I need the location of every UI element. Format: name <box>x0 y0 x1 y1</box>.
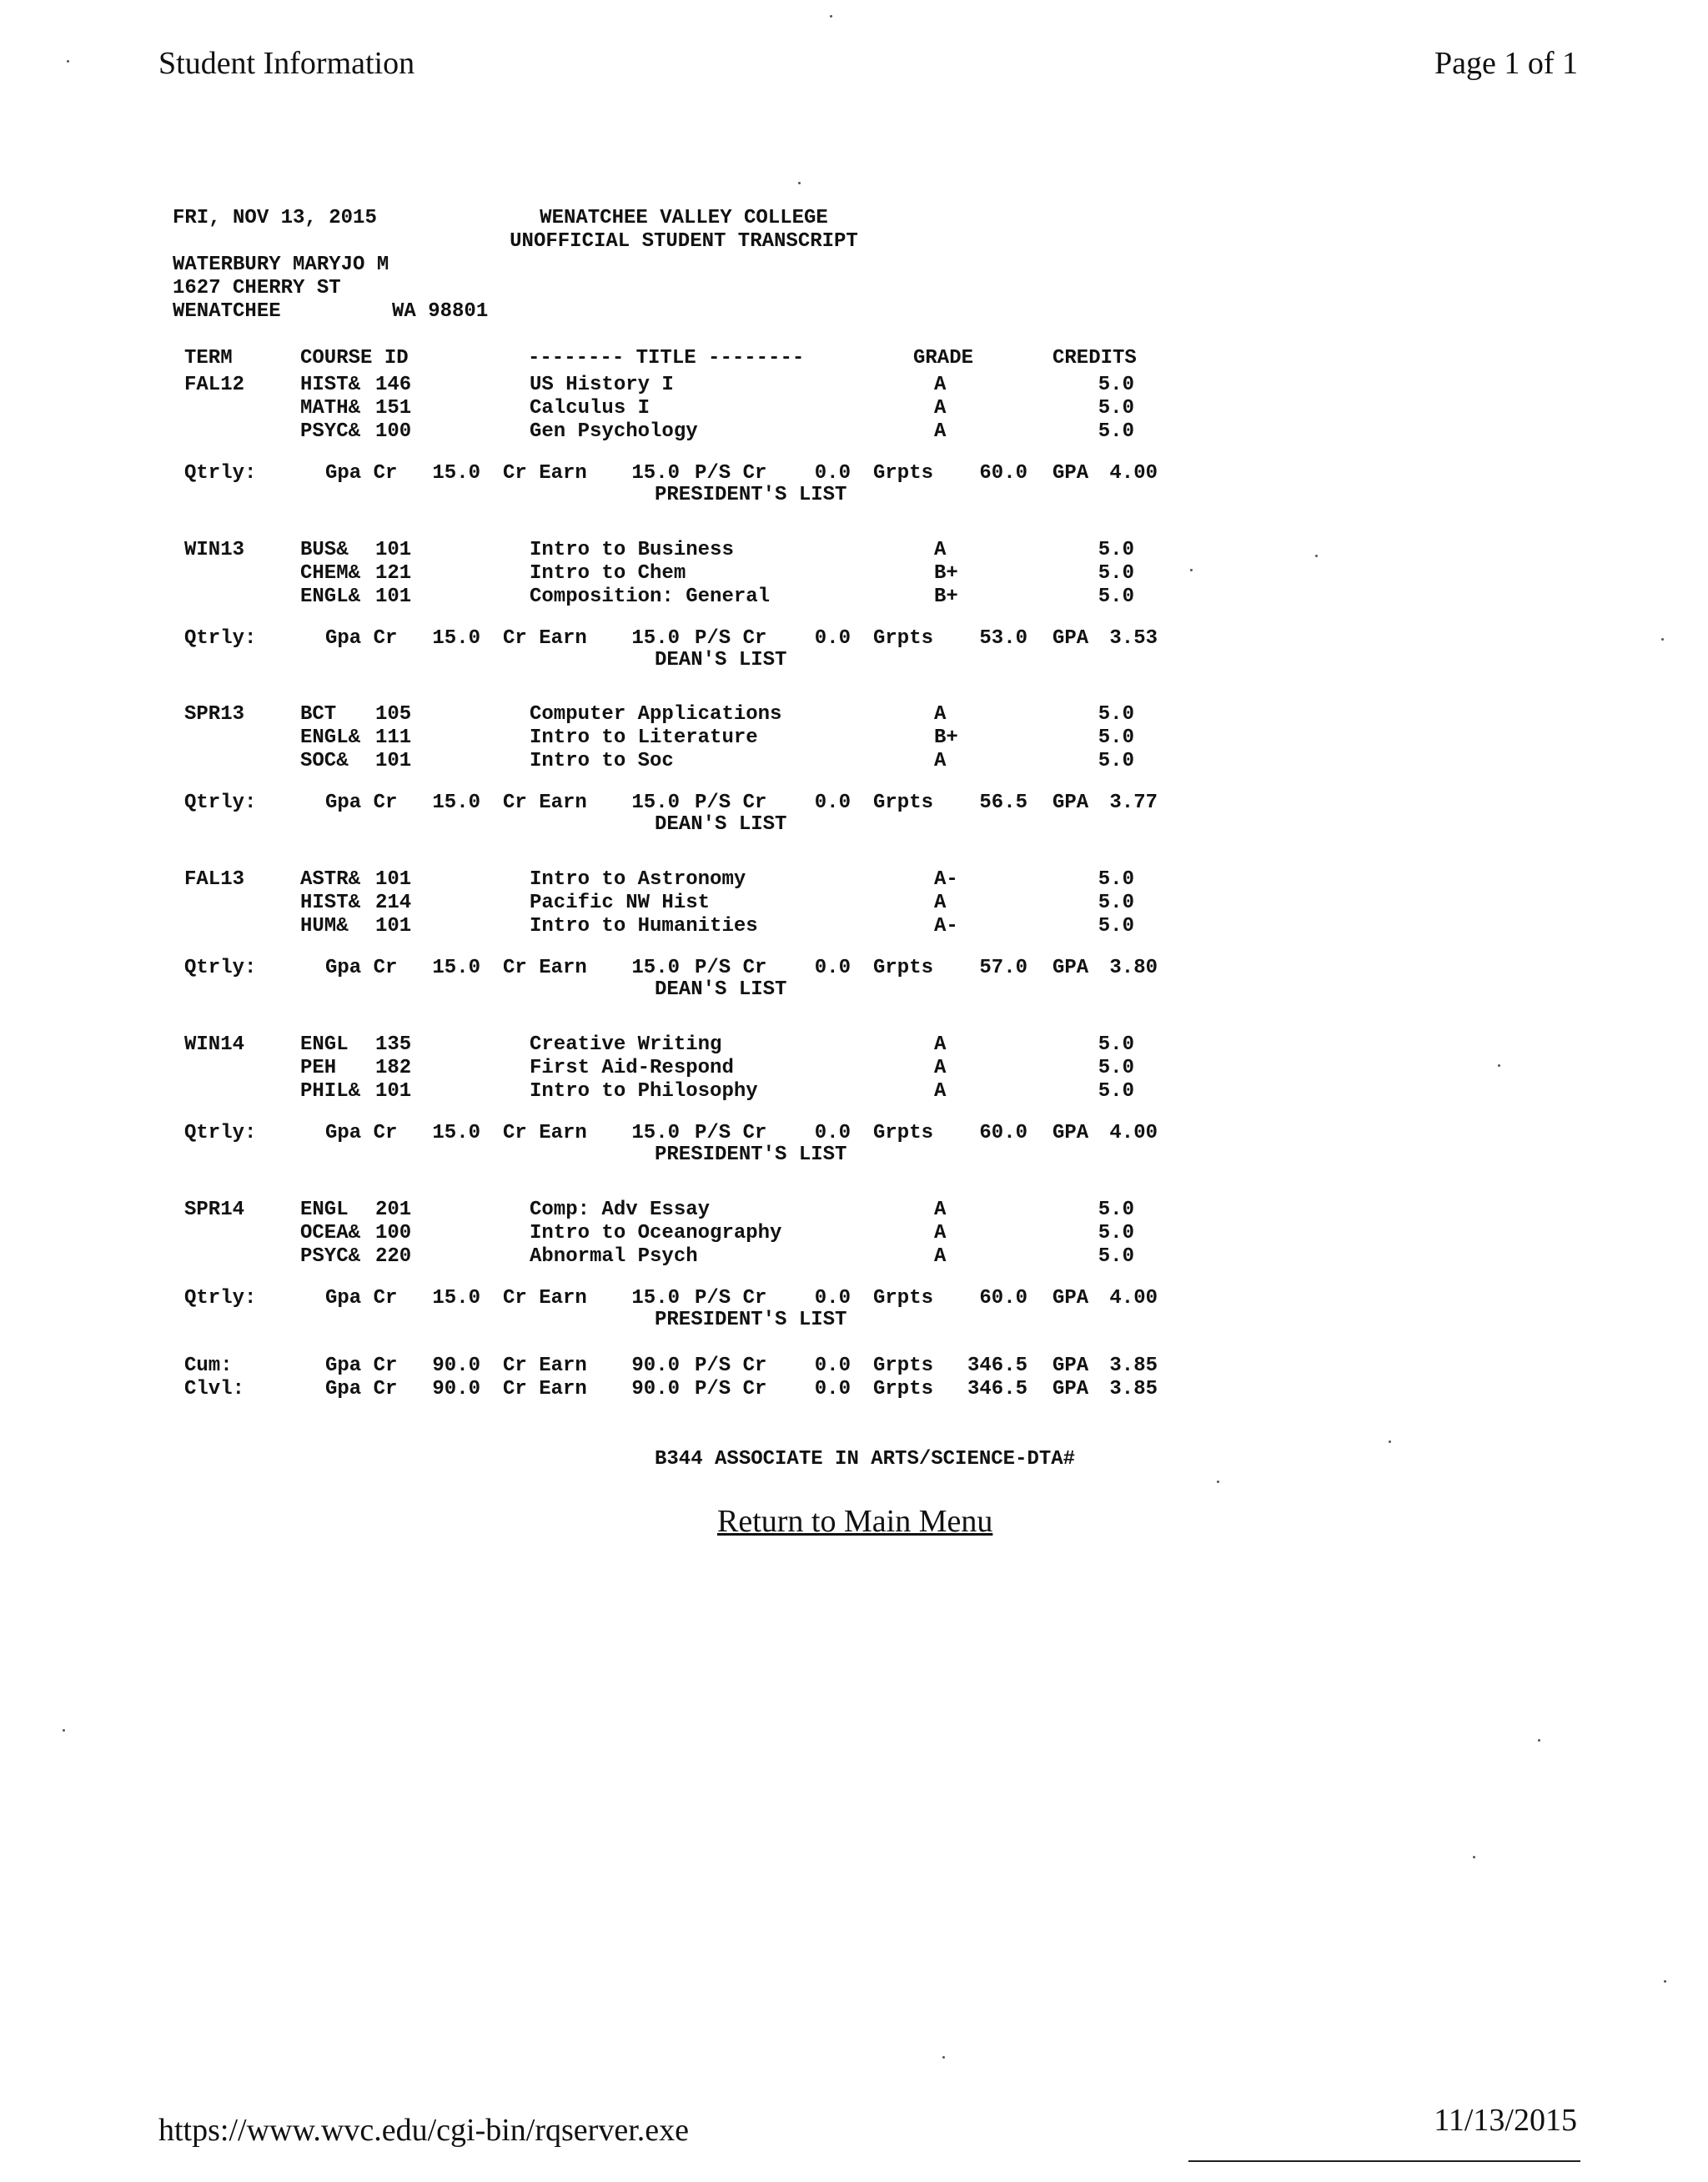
qtrly-gpa-cr: 15.0 <box>432 792 480 814</box>
course-dept: PHIL& <box>300 1080 361 1103</box>
scan-speck <box>798 182 801 184</box>
course-title: Intro to Literature <box>530 726 758 749</box>
totals-gpa: 3.85 <box>1109 1378 1158 1400</box>
grpts-label: Grpts <box>873 1355 934 1377</box>
course-number: 105 <box>375 703 412 726</box>
term-code: SPR14 <box>184 1199 245 1221</box>
gpa-label: GPA <box>1052 1287 1089 1310</box>
cr-earn-label: Cr Earn <box>503 462 587 485</box>
footer-date: 11/13/2015 <box>1434 2103 1577 2138</box>
qtrly-grpts: 56.5 <box>979 792 1027 814</box>
honor-designation: DEAN'S LIST <box>655 978 787 1001</box>
course-grade: B+ <box>934 586 958 608</box>
course-credits: 5.0 <box>1098 868 1134 891</box>
course-title: Intro to Soc <box>530 750 674 772</box>
scan-speck <box>1217 1481 1219 1483</box>
gpa-cr-label: Gpa Cr <box>325 462 398 485</box>
course-dept: PSYC& <box>300 420 361 443</box>
degree-program: B344 ASSOCIATE IN ARTS/SCIENCE-DTA# <box>655 1448 1076 1471</box>
course-grade: A- <box>934 868 958 891</box>
cr-earn-label: Cr Earn <box>503 1287 587 1310</box>
course-grade: A <box>934 1245 947 1268</box>
course-credits: 5.0 <box>1098 750 1134 772</box>
honor-designation: DEAN'S LIST <box>655 649 787 671</box>
student-address: 1627 CHERRY ST <box>173 277 341 299</box>
cr-earn-label: Cr Earn <box>503 957 587 979</box>
qtrly-cr-earn: 15.0 <box>631 792 680 814</box>
footer-url: https://www.wvc.edu/cgi-bin/rqserver.exe <box>158 2113 689 2148</box>
gpa-cr-label: Gpa Cr <box>325 1378 398 1400</box>
student-state-zip: WA 98801 <box>392 300 489 323</box>
qtrly-gpa-cr: 15.0 <box>432 462 480 485</box>
grpts-label: Grpts <box>873 792 934 814</box>
course-credits: 5.0 <box>1098 586 1134 608</box>
course-credits: 5.0 <box>1098 726 1134 749</box>
gpa-label: GPA <box>1052 1122 1089 1144</box>
qtrly-gpa-cr: 15.0 <box>432 1122 480 1144</box>
course-grade: A <box>934 397 947 420</box>
honor-designation: PRESIDENT'S LIST <box>655 1144 847 1166</box>
cr-earn-label: Cr Earn <box>503 1355 587 1377</box>
course-dept: SOC& <box>300 750 349 772</box>
course-grade: A <box>934 892 947 914</box>
gpa-cr-label: Gpa Cr <box>325 1287 398 1310</box>
totals-gpa-cr: 90.0 <box>432 1378 480 1400</box>
qtrly-cr-earn: 15.0 <box>631 957 680 979</box>
course-credits: 5.0 <box>1098 562 1134 585</box>
course-title: US History I <box>530 374 674 396</box>
course-credits: 5.0 <box>1098 915 1134 938</box>
course-number: 101 <box>375 868 412 891</box>
course-dept: ENGL <box>300 1033 349 1056</box>
course-credits: 5.0 <box>1098 1080 1134 1103</box>
course-number: 111 <box>375 726 412 749</box>
course-credits: 5.0 <box>1098 420 1134 443</box>
course-dept: CHEM& <box>300 562 361 585</box>
page-header-title: Student Information <box>158 46 415 81</box>
grpts-label: Grpts <box>873 1378 934 1400</box>
totals-cr-earn: 90.0 <box>631 1378 680 1400</box>
course-dept: BUS& <box>300 539 349 561</box>
course-dept: HUM& <box>300 915 349 938</box>
totals-grpts: 346.5 <box>967 1355 1027 1377</box>
course-number: 101 <box>375 539 412 561</box>
scan-speck <box>1664 1980 1666 1983</box>
course-grade: A <box>934 1057 947 1079</box>
qtrly-label: Qtrly: <box>184 1287 257 1310</box>
cr-earn-label: Cr Earn <box>503 627 587 650</box>
totals-cr-earn: 90.0 <box>631 1355 680 1377</box>
course-credits: 5.0 <box>1098 539 1134 561</box>
honor-designation: DEAN'S LIST <box>655 813 787 836</box>
qtrly-label: Qtrly: <box>184 627 257 650</box>
course-number: 100 <box>375 420 412 443</box>
course-number: 101 <box>375 586 412 608</box>
course-title: First Aid-Respond <box>530 1057 734 1079</box>
course-number: 101 <box>375 1080 412 1103</box>
qtrly-gpa: 3.80 <box>1109 957 1158 979</box>
scan-speck <box>1190 569 1193 571</box>
course-credits: 5.0 <box>1098 1245 1134 1268</box>
course-grade: A <box>934 1033 947 1056</box>
course-dept: MATH& <box>300 397 361 420</box>
course-grade: A <box>934 420 947 443</box>
course-number: 220 <box>375 1245 412 1268</box>
course-dept: ENGL <box>300 1199 349 1221</box>
gpa-cr-label: Gpa Cr <box>325 1122 398 1144</box>
qtrly-label: Qtrly: <box>184 957 257 979</box>
column-header-title: -------- TITLE -------- <box>528 347 805 370</box>
course-grade: A <box>934 750 947 772</box>
grpts-label: Grpts <box>873 1287 934 1310</box>
course-grade: A <box>934 374 947 396</box>
qtrly-cr-earn: 15.0 <box>631 1122 680 1144</box>
qtrly-ps-cr: 0.0 <box>814 1122 851 1144</box>
scan-speck <box>1389 1440 1391 1443</box>
course-number: 101 <box>375 915 412 938</box>
qtrly-cr-earn: 15.0 <box>631 462 680 485</box>
qtrly-ps-cr: 0.0 <box>814 957 851 979</box>
course-credits: 5.0 <box>1098 1033 1134 1056</box>
gpa-cr-label: Gpa Cr <box>325 957 398 979</box>
course-grade: B+ <box>934 562 958 585</box>
gpa-cr-label: Gpa Cr <box>325 627 398 650</box>
gpa-label: GPA <box>1052 462 1089 485</box>
college-name: WENATCHEE VALLEY COLLEGE <box>540 207 828 229</box>
totals-gpa-cr: 90.0 <box>432 1355 480 1377</box>
qtrly-grpts: 60.0 <box>979 462 1027 485</box>
course-number: 201 <box>375 1199 412 1221</box>
grpts-label: Grpts <box>873 462 934 485</box>
course-title: Comp: Adv Essay <box>530 1199 711 1221</box>
column-header-term: TERM <box>184 347 233 370</box>
qtrly-cr-earn: 15.0 <box>631 627 680 650</box>
qtrly-ps-cr: 0.0 <box>814 627 851 650</box>
course-number: 151 <box>375 397 412 420</box>
term-code: WIN13 <box>184 539 245 561</box>
course-title: Intro to Humanities <box>530 915 758 938</box>
ps-cr-label: P/S Cr <box>695 1287 767 1310</box>
course-dept: PEH <box>300 1057 337 1079</box>
course-dept: ENGL& <box>300 586 361 608</box>
course-grade: A <box>934 1222 947 1244</box>
term-code: SPR13 <box>184 703 245 726</box>
course-credits: 5.0 <box>1098 1199 1134 1221</box>
totals-ps-cr: 0.0 <box>814 1355 851 1377</box>
totals-label: Clvl: <box>184 1378 245 1400</box>
course-credits: 5.0 <box>1098 703 1134 726</box>
scan-speck <box>942 2056 945 2059</box>
course-grade: A <box>934 703 947 726</box>
course-title: Abnormal Psych <box>530 1245 698 1268</box>
course-number: 135 <box>375 1033 412 1056</box>
qtrly-grpts: 60.0 <box>979 1287 1027 1310</box>
course-dept: HIST& <box>300 892 361 914</box>
course-title: Creative Writing <box>530 1033 722 1056</box>
qtrly-ps-cr: 0.0 <box>814 1287 851 1310</box>
course-number: 101 <box>375 750 412 772</box>
gpa-label: GPA <box>1052 957 1089 979</box>
qtrly-grpts: 53.0 <box>979 627 1027 650</box>
grpts-label: Grpts <box>873 957 934 979</box>
gpa-label: GPA <box>1052 627 1089 650</box>
totals-label: Cum: <box>184 1355 233 1377</box>
course-grade: A <box>934 1080 947 1103</box>
course-dept: OCEA& <box>300 1222 361 1244</box>
gpa-label: GPA <box>1052 1378 1089 1400</box>
course-number: 182 <box>375 1057 412 1079</box>
qtrly-label: Qtrly: <box>184 462 257 485</box>
course-credits: 5.0 <box>1098 374 1134 396</box>
term-code: FAL13 <box>184 868 245 891</box>
footer-rule <box>1188 2160 1580 2162</box>
qtrly-gpa: 4.00 <box>1109 462 1158 485</box>
cr-earn-label: Cr Earn <box>503 1378 587 1400</box>
qtrly-gpa-cr: 15.0 <box>432 957 480 979</box>
document-title: UNOFFICIAL STUDENT TRANSCRIPT <box>510 230 858 253</box>
course-title: Intro to Business <box>530 539 734 561</box>
course-grade: B+ <box>934 726 958 749</box>
column-header-credits: CREDITS <box>1052 347 1137 370</box>
cr-earn-label: Cr Earn <box>503 792 587 814</box>
student-name: WATERBURY MARYJO M <box>173 254 389 276</box>
course-title: Intro to Oceanography <box>530 1222 782 1244</box>
qtrly-gpa-cr: 15.0 <box>432 627 480 650</box>
course-dept: PSYC& <box>300 1245 361 1268</box>
scan-speck <box>1473 1856 1475 1858</box>
course-title: Intro to Astronomy <box>530 868 746 891</box>
course-dept: HIST& <box>300 374 361 396</box>
ps-cr-label: P/S Cr <box>695 1122 767 1144</box>
qtrly-label: Qtrly: <box>184 1122 257 1144</box>
student-city: WENATCHEE <box>173 300 281 323</box>
course-credits: 5.0 <box>1098 397 1134 420</box>
qtrly-gpa: 3.77 <box>1109 792 1158 814</box>
totals-gpa: 3.85 <box>1109 1355 1158 1377</box>
course-number: 146 <box>375 374 412 396</box>
scan-speck <box>1661 638 1664 641</box>
course-credits: 5.0 <box>1098 1222 1134 1244</box>
scan-speck <box>67 60 69 63</box>
course-credits: 5.0 <box>1098 1057 1134 1079</box>
ps-cr-label: P/S Cr <box>695 792 767 814</box>
return-to-main-menu-link[interactable]: Return to Main Menu <box>717 1504 993 1539</box>
qtrly-gpa-cr: 15.0 <box>432 1287 480 1310</box>
term-code: FAL12 <box>184 374 245 396</box>
grpts-label: Grpts <box>873 1122 934 1144</box>
ps-cr-label: P/S Cr <box>695 462 767 485</box>
term-code: WIN14 <box>184 1033 245 1056</box>
course-dept: ASTR& <box>300 868 361 891</box>
course-grade: A- <box>934 915 958 938</box>
qtrly-grpts: 60.0 <box>979 1122 1027 1144</box>
gpa-label: GPA <box>1052 1355 1089 1377</box>
course-grade: A <box>934 539 947 561</box>
course-dept: ENGL& <box>300 726 361 749</box>
course-number: 214 <box>375 892 412 914</box>
honor-designation: PRESIDENT'S LIST <box>655 1309 847 1331</box>
gpa-cr-label: Gpa Cr <box>325 792 398 814</box>
course-title: Computer Applications <box>530 703 782 726</box>
page-number: Page 1 of 1 <box>1434 46 1578 81</box>
qtrly-gpa: 4.00 <box>1109 1287 1158 1310</box>
scan-speck <box>1498 1064 1500 1067</box>
course-title: Pacific NW Hist <box>530 892 711 914</box>
ps-cr-label: P/S Cr <box>695 1355 767 1377</box>
ps-cr-label: P/S Cr <box>695 627 767 650</box>
scan-speck <box>830 15 832 18</box>
scan-speck <box>1538 1739 1540 1742</box>
ps-cr-label: P/S Cr <box>695 957 767 979</box>
course-title: Calculus I <box>530 397 651 420</box>
transcript-date: FRI, NOV 13, 2015 <box>173 207 377 229</box>
course-title: Gen Psychology <box>530 420 698 443</box>
qtrly-grpts: 57.0 <box>979 957 1027 979</box>
grpts-label: Grpts <box>873 627 934 650</box>
gpa-cr-label: Gpa Cr <box>325 1355 398 1377</box>
course-credits: 5.0 <box>1098 892 1134 914</box>
course-title: Composition: General <box>530 586 771 608</box>
ps-cr-label: P/S Cr <box>695 1378 767 1400</box>
cr-earn-label: Cr Earn <box>503 1122 587 1144</box>
qtrly-label: Qtrly: <box>184 792 257 814</box>
scan-speck <box>1315 555 1318 557</box>
course-title: Intro to Chem <box>530 562 686 585</box>
qtrly-ps-cr: 0.0 <box>814 792 851 814</box>
qtrly-gpa: 3.53 <box>1109 627 1158 650</box>
course-number: 100 <box>375 1222 412 1244</box>
column-header-course-id: COURSE ID <box>300 347 409 370</box>
qtrly-gpa: 4.00 <box>1109 1122 1158 1144</box>
course-grade: A <box>934 1199 947 1221</box>
totals-ps-cr: 0.0 <box>814 1378 851 1400</box>
course-title: Intro to Philosophy <box>530 1080 758 1103</box>
honor-designation: PRESIDENT'S LIST <box>655 484 847 506</box>
column-header-grade: GRADE <box>913 347 974 370</box>
totals-grpts: 346.5 <box>967 1378 1027 1400</box>
gpa-label: GPA <box>1052 792 1089 814</box>
qtrly-cr-earn: 15.0 <box>631 1287 680 1310</box>
course-dept: BCT <box>300 703 337 726</box>
scan-speck <box>63 1729 65 1732</box>
course-number: 121 <box>375 562 412 585</box>
qtrly-ps-cr: 0.0 <box>814 462 851 485</box>
